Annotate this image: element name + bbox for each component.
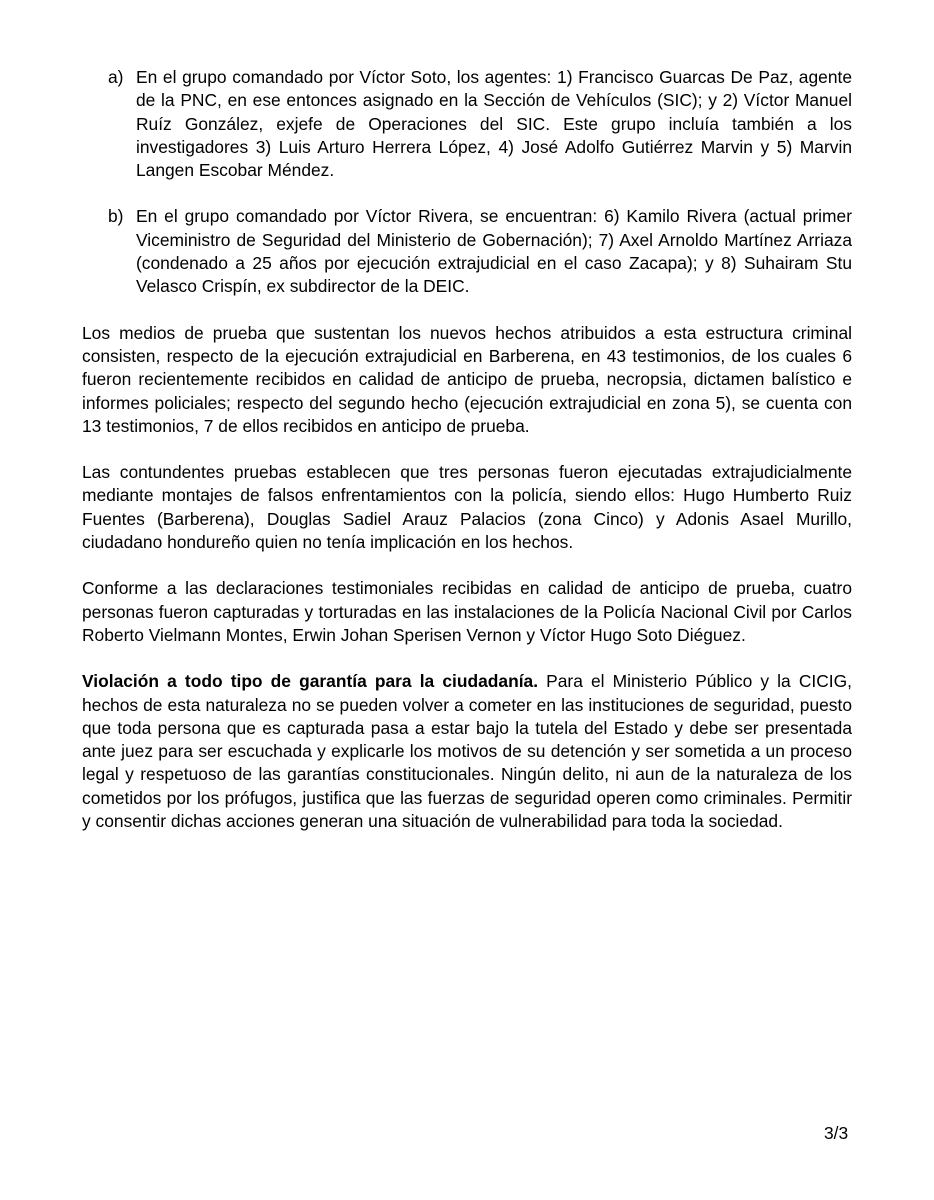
paragraph-testimonies: Conforme a las declaraciones testimoniales recibidas en calidad de anticipo de prueba, cuatro personas fueron capturadas y torturadas en las instalaciones de la Policía Nacional Civil por Carlos Roberto Vielmann Montes, Erwin Johan Sperisen Vernon y Víctor Hugo Soto Diéguez. [82, 578, 852, 645]
paragraph-violation [82, 670, 852, 833]
list-item-text: En el grupo comandado por Víctor Rivera, se encuentran: 6) Kamilo Rivera (actual primer Viceministro de Seguridad del Ministerio de Gobernación); 7) Axel Arnoldo Martínez Arriaza (condenado a 25 años por ejecución extrajudicial en el caso Zacapa); y 8) Suhairam Stu Velasco Crispín, ex subdirector de la DEIC. [136, 206, 852, 297]
list-item-text: En el grupo comandado por Víctor Soto, los agentes: 1) Francisco Guarcas De Paz, agente de la PNC, en ese entonces asignado en la Sección de Vehículos (SIC); y 2) Víctor Manuel Ruíz González, exjefe de Operaciones del SIC. Este grupo incluía también a los investigadores 3) Luis Arturo Herrera López, 4) José Adolfo Gutiérrez Marvin y 5) Marvin Langen Escobar Méndez. [136, 67, 852, 181]
paragraph-violation-body: Para el Ministerio Público y la CICIG, hechos de esta naturaleza no se pueden volver a cometer en las instituciones de seguridad, puesto que toda persona que es capturada pasa a estar bajo la tutela del Estado y debe ser presentada ante juez para ser escuchada y explicarle los motivos de su detención y ser sometida a un proceso legal y respetuoso de las garantías constitucionales. Ningún delito, ni aun de la naturaleza de los cometidos por los prófugos, justifica que las fuerzas de seguridad operen como criminales. Permitir y consentir dichas acciones generan una situación de vulnerabilidad para toda la sociedad. [82, 671, 852, 832]
list-item-a [108, 66, 852, 182]
paragraph-evidence: Los medios de prueba que sustentan los nuevos hechos atribuidos a esta estructura criminal consisten, respecto de la ejecución extrajudicial en Barberena, en 43 testimonios, de los cuales 6 fueron recientemente recibidos en calidad de anticipo de prueba, necropsia, dictamen balístico e informes policiales; respecto del segundo hecho (ejecución extrajudicial en zona 5), se cuenta con 13 testimonios, 7 de ellos recibidos en anticipo de prueba. [82, 322, 852, 436]
page-number: 3/3 [824, 1123, 849, 1143]
paragraph-lead-heading: Violación a todo tipo de garantía para la ciudadanía. [82, 671, 539, 692]
list-marker: b) [108, 206, 124, 227]
document-page [82, 66, 852, 856]
list-marker: a) [108, 67, 124, 87]
list-item-b [108, 205, 852, 298]
paragraph-executions: Las contundentes pruebas establecen que tres personas fueron ejecutadas extrajudicialmente mediante montajes de falsos enfrentamientos con la policía, siendo ellos: Hugo Humberto Ruiz Fuentes (Barberena), Douglas Sadiel Arauz Palacios (zona Cinco) y Adonis Asael Murillo, ciudadano hondureño quien no tenía implicación en los hechos. [82, 462, 852, 553]
